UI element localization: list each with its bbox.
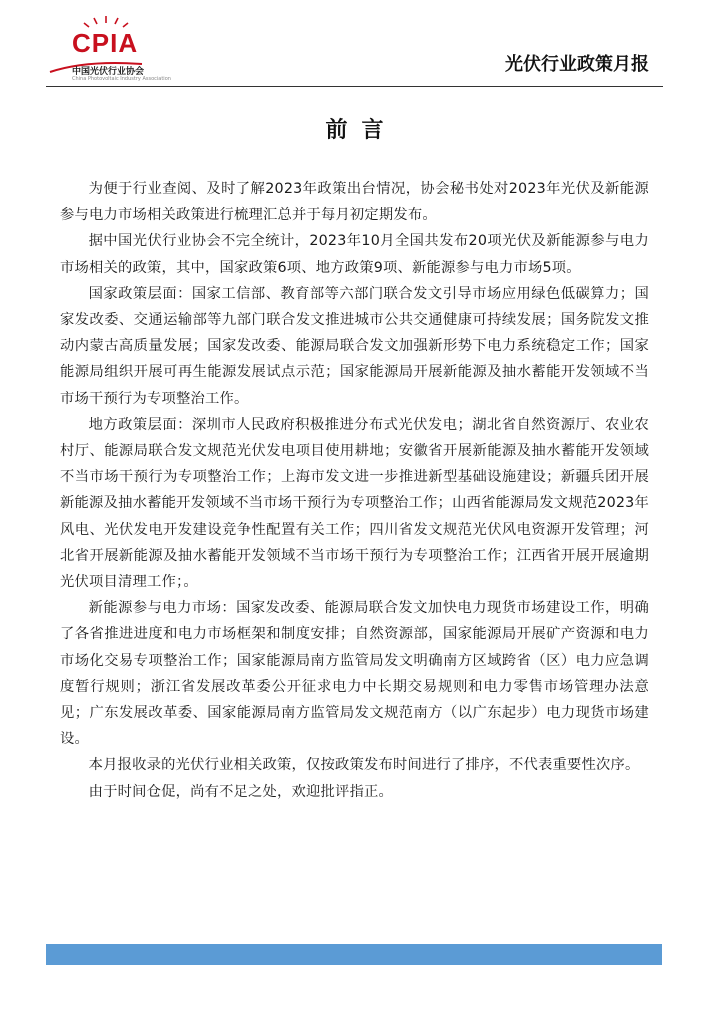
paragraph-closing: 由于时间仓促，尚有不足之处，欢迎批评指正。 xyxy=(88,783,394,800)
logo-org-name-en: China Photovoltaic Industry Association xyxy=(72,76,171,82)
paragraph-power-market: 新能源参与电力市场：国家发改委、能源局联合发文加快电力现货市场建设工作，明确了各省推进进度和电力市场框架和制度安排；自然资源部，国家能源局开展矿产资源和电力市场化交易专项整治工作；国家能源局南方监管局发文明确南方区域跨省（区）电力应急调度暂行规则；浙江省发展改革委公开征求电力中长期交易规则和电力零售市场管理办法意见；广东发展改革委、国家能源局南方监管局发文规范南方（以广东起步）电力现货市场建设。 xyxy=(60,600,649,748)
logo-text: CPIA xyxy=(72,28,139,58)
paragraph-local-policy: 地方政策层面：深圳市人民政府积极推进分布式光伏发电；湖北省自然资源厅、农业农村厅、能源局联合发文规范光伏发电项目使用耕地；安徽省开展新能源及抽水蓄能开发领域不当市场干预行为专项整治工作；上海市发文进一步推进新型基础设施建设；新疆兵团开展新能源及抽水蓄能开发领域不当市场干预行为专项整治工作；山西省能源局发文规范2023年风电、光伏发电开发建设竞争性配置有关工作；四川省发文规范光伏风电资源开发管理；河北省开展新能源及抽水蓄能开发领域不当市场干预行为专项整治工作；江西省开展开展逾期光伏项目清理工作；。 xyxy=(60,416,649,591)
footer-bar xyxy=(46,944,662,965)
paragraph-ordering-note: 本月报收录的光伏行业相关政策，仅按政策发布时间进行了排序，不代表重要性次序。 xyxy=(88,757,640,774)
report-title: 光伏行业政策月报 xyxy=(505,54,649,75)
paragraph-intro: 为便于行业查阅、及时了解2023年政策出台情况，协会秘书处对2023年光伏及新能源参与电力市场相关政策进行梳理汇总并于每月初定期发布。 xyxy=(60,181,649,224)
cpia-logo xyxy=(46,14,171,84)
logo-org-name: 中国光伏行业协会 xyxy=(72,67,145,77)
paragraph-statistics: 据中国光伏行业协会不完全统计，2023年10月全国共发布20项光伏及新能源参与电力市场相关的政策，其中，国家政策6项、地方政策9项、新能源参与电力市场5项。 xyxy=(60,233,649,276)
page-heading: 前言 xyxy=(325,118,398,143)
preface-body xyxy=(60,176,649,805)
header-divider xyxy=(46,86,663,87)
paragraph-national-policy: 国家政策层面：国家工信部、教育部等六部门联合发文引导市场应用绿色低碳算力；国家发改委、交通运输部等九部门联合发文推进城市公共交通健康可持续发展；国务院发文推动内蒙古高质量发展；国家发改委、能源局联合发文加强新形势下电力系统稳定工作；国家能源局组织开展可再生能源发展试点示范；国家能源局开展新能源及抽水蓄能开发领域不当市场干预行为专项整治工作。 xyxy=(60,285,649,407)
